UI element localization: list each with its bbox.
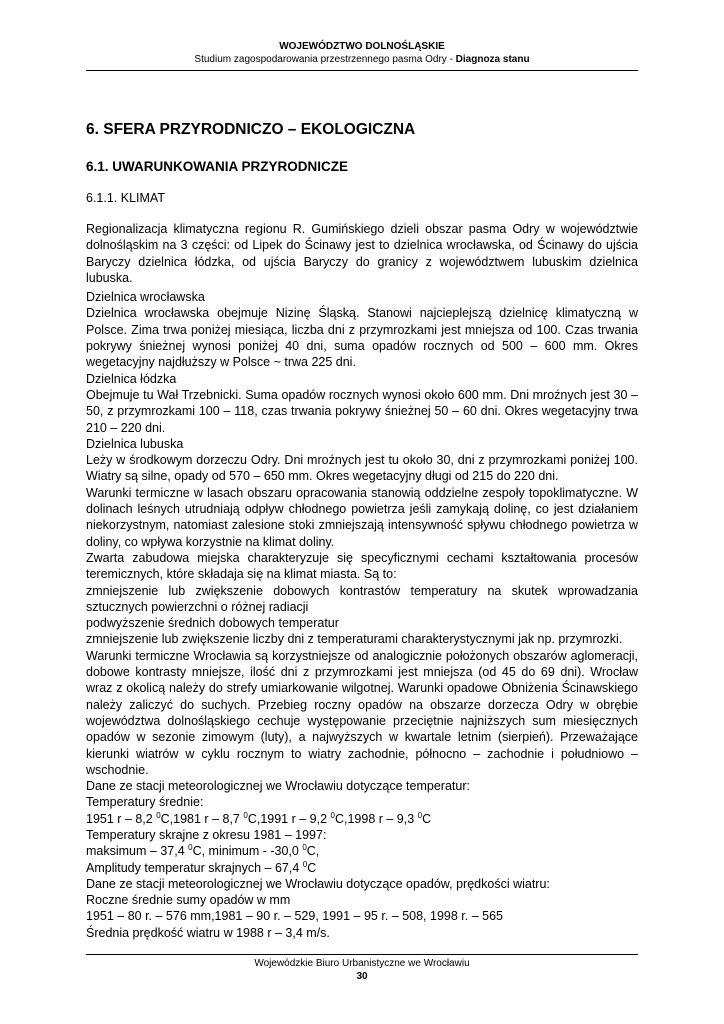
header-study-title: [86, 53, 638, 66]
avg-temp-1998: C,1998 r – 9,3: [334, 811, 418, 826]
degree-sup: 0: [156, 810, 161, 820]
avg-temp-1981: C,1981 r – 8,7: [160, 811, 244, 826]
subsection-heading: 6.1. UWARUNKOWANIA PRZYRODNICZE: [86, 159, 349, 174]
extreme-temperatures-values: [86, 843, 638, 859]
average-temperatures-heading: Temperatury średnie:: [86, 795, 204, 810]
lodzka-paragraph: Obejmuje tu Wał Trzebnicki. Suma opadów rocznych wynosi około 600 mm. Dni mroźnych jest 30 – 50, z przymrozkami 100 – 118, czas trwania pokrywy śnieżnej 50 – 60 dni. Okres wegetacyjny trwa 210 – 220 dni.: [86, 387, 638, 435]
amplitude-label: Amplitudy temperatur skrajnych – 67,4: [86, 860, 303, 875]
urban-climate-paragraph: Zwarta zabudowa miejska charakteryzuje się specyficznymi cechami kształtowania procesów teremicznych, które składaja się na klimat miasta. Są to:: [86, 550, 638, 582]
amplitude-unit: C: [307, 860, 317, 875]
section-heading: 6. SFERA PRZYRODNICZO – EKOLOGICZNA: [86, 121, 416, 138]
page-header: [86, 40, 638, 66]
wroclawska-paragraph: Dzielnica wrocławska obejmuje Nizinę Śląską. Stanowi najcieplejszą dzielnicę klimatyczną w Polsce. Zima trwa poniżej miesiąca, liczba dni z przymrozkami jest mniejsza od 100. Czas trwania pokrywy śnieżnej wynosi poniżej 40 dni, suma opadów rocznych od 500 – 600 mm. Okres wegetacyjny najdłuższy w Polsce ~ trwa 225 dni.: [86, 306, 638, 370]
degree-sup: 0: [330, 810, 335, 820]
avg-temp-1991: C,1991 r – 9,2: [247, 811, 331, 826]
lubuska-paragraph: Leży w środkowym dorzeczu Odry. Dni mroźnych jest tu około 30, dni z przymrozkami poniżej 100. Wiatry są silne, opady od 570 – 650 mm. Okres wegetacyjny długi od 215 do 220 dni.: [86, 453, 638, 484]
urban-climate-item-1: zmniejszenie lub zwiększenie dobowych kontrastów temperatury na skutek wprowadzania sztucznych powierzchni o różnej radiacji: [86, 583, 638, 614]
forest-thermal-paragraph: Warunki termiczne w lasach obszaru opracowania stanowią oddzielne zespoły topoklimatyczne. W dolinach leśnych utrudniają odpływ chłodnego powietrza jeśli zamykają dolinę, co jest działaniem niekorzystnym, natomiast zalesione stoki zmniejszają intensywność spływu chłodnego powietrza w doliny, co wpływa korzystnie na klimat doliny.: [86, 485, 638, 549]
temp-maximum: maksimum – 37,4: [86, 844, 189, 859]
header-study-title-plain: Studium zagospodarowania przestrzennego pasma Odry -: [194, 54, 456, 65]
wroclaw-thermal-paragraph: Warunki termiczne Wrocławia są korzystniejsze od analogicznie położonych obszarów aglomeracji, dobowe kontrasty mniejsze, ilość dni z przymrozkami jest mniejsza (od 45 do 69 dni). Wrocław wraz z okolicą należy do strefy umiarkowanie wilgotnej. Warunki opadowe Obniżenia Ścinawskiego należy zaliczyć do suchych. Przebieg roczny opadów na obszarze dorzecza Odry w obrębie województwa dolnośląskiego cechuje występowanie przeciętnie najniższych sum miesięcznych opadów w sezonie zimowym (luty), a najwyższych w kwartale letnim (sierpień). Przeważające kierunki wiatrów w cyklu rocznym to wiatry zachodnie, północno – zachodnie i południowo – wschodnie.: [86, 648, 638, 777]
footer-organization: Wojewódzkie Biuro Urbanistyczne we Wrocławiu: [254, 958, 470, 969]
wroclawska-heading: Dzielnica wrocławska: [86, 290, 205, 305]
temperature-data-intro: Dane ze stacji meteorologicznej we Wrocławiu dotyczące temperatur:: [86, 779, 470, 794]
degree-sup: 0: [302, 843, 307, 853]
wind-speed: Średnia prędkość wiatru w 1988 r – 3,4 m/s.: [86, 925, 330, 940]
degree-sup: 0: [188, 843, 193, 853]
temp-extreme-unit: C,: [306, 844, 320, 859]
header-divider: [86, 70, 638, 71]
lubuska-heading: Dzielnica lubuska: [86, 436, 184, 451]
average-temperatures-values: [86, 811, 638, 827]
extreme-temperatures-heading: Temperatury skrajne z okresu 1981 – 1997:: [86, 827, 327, 842]
degree-sup: 0: [417, 810, 423, 820]
avg-temp-unit: C: [422, 811, 432, 826]
header-region: WOJEWÓDZTWO DOLNOŚLĄSKIE: [279, 41, 445, 52]
degree-sup: 0: [302, 859, 308, 869]
intro-paragraph: Regionalizacja klimatyczna regionu R. Gumińskiego dzieli obszar pasma Odry w województwie dolnośląskim na 3 części: od Lipek do Ścinawy jest to dzielnica wrocławska, od Ścinawy do ujścia Baryczy dzielnica łódzka, od ujścia Baryczy do granicy z województwem lubuskim dzielnica lubuska.: [86, 222, 638, 285]
urban-climate-item-2: podwyższenie średnich dobowych temperatur: [86, 616, 339, 631]
page-content: [86, 120, 638, 941]
header-study-title-bold: Diagnoza stanu: [455, 54, 530, 65]
subsubsection-heading: 6.1.1. KLIMAT: [86, 191, 165, 205]
temp-minimum: C, minimum - -30,0: [192, 844, 303, 859]
avg-temp-1951: 1951 r – 8,2: [86, 811, 157, 826]
precipitation-heading: Roczne średnie sumy opadów w mm: [86, 893, 291, 908]
degree-sup: 0: [243, 810, 248, 820]
precipitation-data-intro: Dane ze stacji meteorologicznej we Wrocławiu dotyczące opadów, prędkości wiatru:: [86, 876, 550, 891]
page-footer: [86, 957, 638, 983]
urban-climate-item-3: zmniejszenie lub zwiększenie liczby dni z temperaturami charakterystycznymi jak np. przymrozki.: [86, 632, 623, 647]
precipitation-values: 1951 – 80 r. – 576 mm,1981 – 90 r. – 529, 1991 – 95 r. – 508, 1998 r. – 565: [86, 909, 503, 924]
footer-divider: [86, 954, 638, 955]
page-number: 30: [356, 971, 368, 982]
temperature-amplitude: [86, 860, 638, 876]
lodzka-heading: Dzielnica łódzka: [86, 371, 177, 386]
